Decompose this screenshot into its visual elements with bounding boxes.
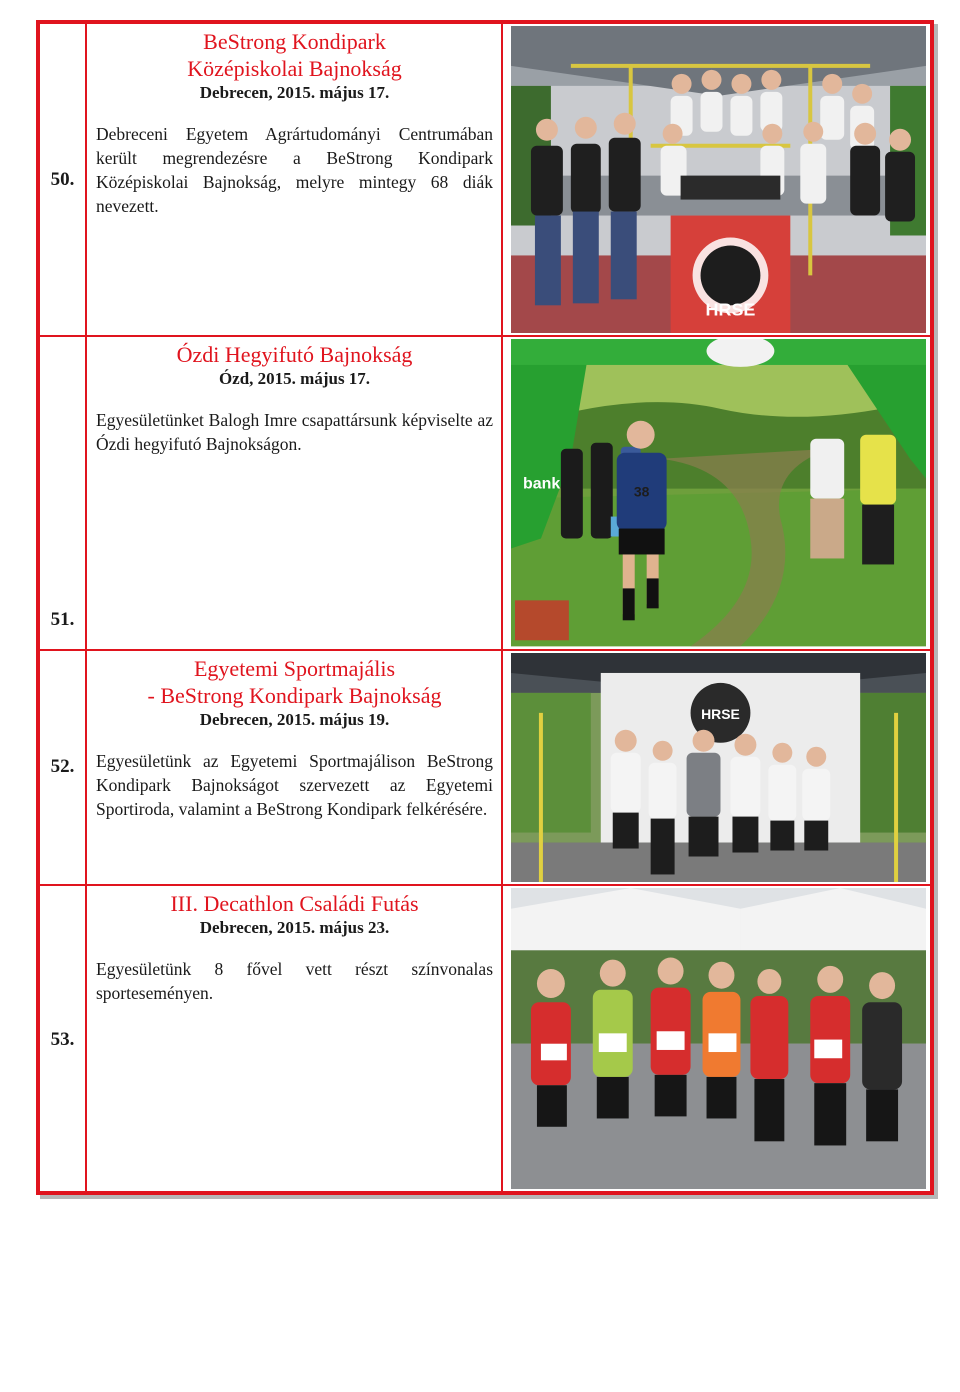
event-row-52 [40, 650, 934, 885]
photo-banner-text: HRSE [705, 299, 756, 320]
event-title-line: Egyetemi Sportmajális [193, 655, 396, 681]
event-row-50 [40, 24, 934, 336]
event-title-line: Középiskolai Bajnokság [187, 56, 402, 81]
event-description: Egyesületünk 8 fővel vett részt színvonalas sporteseményen. [96, 958, 493, 1003]
event-date: Debrecen, 2015. május 17. [199, 83, 390, 102]
photo-arch-text: bank [522, 475, 561, 493]
events-frame [36, 20, 934, 1195]
event-text-cell [86, 24, 502, 336]
event-number: 51. [40, 336, 86, 649]
event-photo-cell [502, 24, 934, 336]
event-row-53 [40, 885, 934, 1191]
event-photo-family-run [511, 888, 926, 1189]
event-row-51 [40, 336, 934, 649]
event-number: 53. [40, 885, 86, 1191]
event-title-line: Ózdi Hegyifutó Bajnokság [176, 342, 413, 368]
photo-bib-number: 38 [633, 483, 650, 500]
event-text-cell [86, 885, 502, 1191]
event-photo-cell [502, 885, 934, 1191]
photo-banner-text: HRSE [701, 705, 740, 722]
event-number: 50. [40, 24, 86, 336]
event-description: Debreceni Egyetem Agrártudományi Centrumában került megrendezésre a BeStrong Kondipark Középiskolai Bajnokság, melyre mintegy 68 diák nevezett. [96, 124, 493, 216]
event-text-cell [86, 650, 502, 885]
event-title-line: BeStrong Kondipark [203, 29, 386, 54]
event-date: Debrecen, 2015. május 19. [199, 709, 390, 729]
event-photo-hill-run [511, 339, 926, 646]
event-photo-cell [502, 336, 934, 649]
event-description: Egyesületünket Balogh Imre csapattársunk képviselte az Ózdi hegyifutó Bajnokságon. [96, 410, 493, 455]
event-description: Egyesületünk az Egyetemi Sportmajálison BeStrong Kondipark Bajnokságot szervezett az Egyetemi Sportiroda, valamint a BeStrong Kondipark felkérésére. [96, 750, 493, 819]
event-number: 52. [40, 650, 86, 885]
event-date: Debrecen, 2015. május 23. [199, 917, 390, 937]
event-text-cell [86, 336, 502, 649]
event-photo-cell [502, 650, 934, 885]
event-title-line: - BeStrong Kondipark Bajnokság [147, 682, 442, 708]
events-table [40, 24, 934, 1191]
event-photo-majalis [511, 653, 926, 882]
event-photo-team-gym [511, 26, 926, 333]
event-title-line: III. Decathlon Családi Futás [170, 890, 419, 916]
event-date: Ózd, 2015. május 17. [218, 369, 371, 389]
